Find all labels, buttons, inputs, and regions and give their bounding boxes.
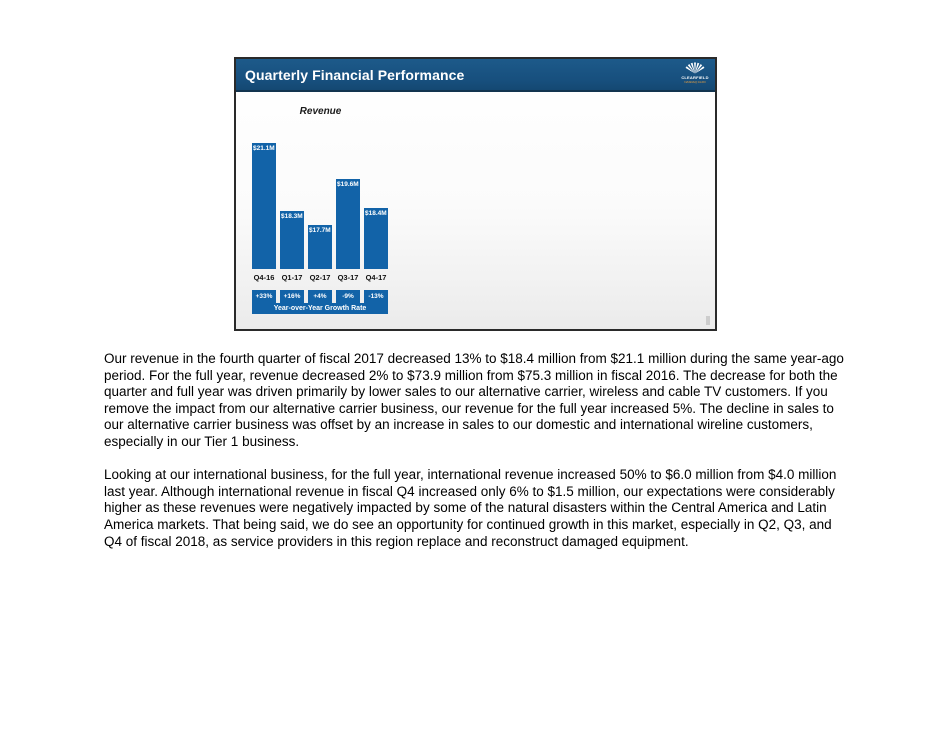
- slide-header: [236, 59, 715, 92]
- slide-image: [234, 57, 717, 331]
- body-text: [104, 351, 851, 567]
- bar-value-label: $18.3M: [281, 213, 303, 220]
- x-axis-label: Q1-17: [281, 273, 303, 282]
- revenue-bar: [280, 211, 304, 269]
- clearfield-logo: [678, 60, 712, 84]
- bar-value-label: $17.7M: [309, 227, 331, 234]
- chart-title: Revenue: [299, 106, 342, 117]
- slide-number-mark: [706, 316, 710, 325]
- x-axis-label: Q4-16: [253, 273, 275, 282]
- paragraph-international-summary: Looking at our international business, for the full year, international revenue increased 50% to $6.0 million from $4.0 million last year. Although international revenue in fiscal Q4 increased only 6% to $1.5 million, our expectations were considerably higher as these revenues were negatively impacted by some of the natural disasters within the Central America and Latin America markets. That being said, we do see an opportunity for continued growth in this market, especially in Q2, Q3, and Q4 of fiscal 2018, as service providers in this region replace and reconstruct damaged equipment.: [104, 467, 837, 549]
- paragraph-revenue-summary: Our revenue in the fourth quarter of fiscal 2017 decreased 13% to $18.4 million from $21.1 million during the same year-ago period. For the full year, revenue decreased 2% to $73.9 million from $75.3 million in fiscal 2016. The decrease for both the quarter and full year was driven primarily by lower sales to our alternative carrier, wireless and cable TV customers. If you remove the impact from our alternative carrier business, our revenue for the full year increased 5%. The decline in sales to our alternative carrier business was offset by an increase in sales to our domestic and international wireline customers, especially in our Tier 1 business.: [104, 351, 844, 449]
- x-axis-label: Q2-17: [309, 273, 331, 282]
- chart-plot-area: [252, 143, 389, 269]
- revenue-bar: [308, 225, 332, 269]
- revenue-bar: [364, 208, 388, 269]
- logo-brand-text: CLEARFIELD: [681, 75, 709, 80]
- growth-rate-band: [252, 290, 388, 314]
- bar-value-label: $21.1M: [253, 145, 275, 152]
- growth-rate-value: +16%: [280, 290, 304, 303]
- x-axis-label: Q4-17: [365, 273, 387, 282]
- revenue-bar-chart: [252, 106, 389, 318]
- growth-rate-value: +33%: [252, 290, 276, 303]
- bar-value-label: $18.4M: [365, 210, 387, 217]
- growth-rate-cells: [252, 290, 388, 303]
- growth-rate-caption: Year-over-Year Growth Rate: [252, 303, 388, 314]
- revenue-bar: [252, 143, 276, 269]
- bar-value-label: $19.6M: [337, 181, 359, 188]
- slide-title: Quarterly Financial Performance: [245, 66, 465, 83]
- growth-rate-value: +4%: [308, 290, 332, 303]
- shell-icon: [684, 60, 706, 75]
- growth-rate-value: -13%: [364, 290, 388, 303]
- x-axis-label: Q3-17: [337, 273, 359, 282]
- revenue-bar: [336, 179, 360, 269]
- growth-rate-value: -9%: [336, 290, 360, 303]
- logo-ticker-text: NASDAQ:CLFD: [684, 80, 706, 84]
- chart-x-axis: [252, 273, 388, 282]
